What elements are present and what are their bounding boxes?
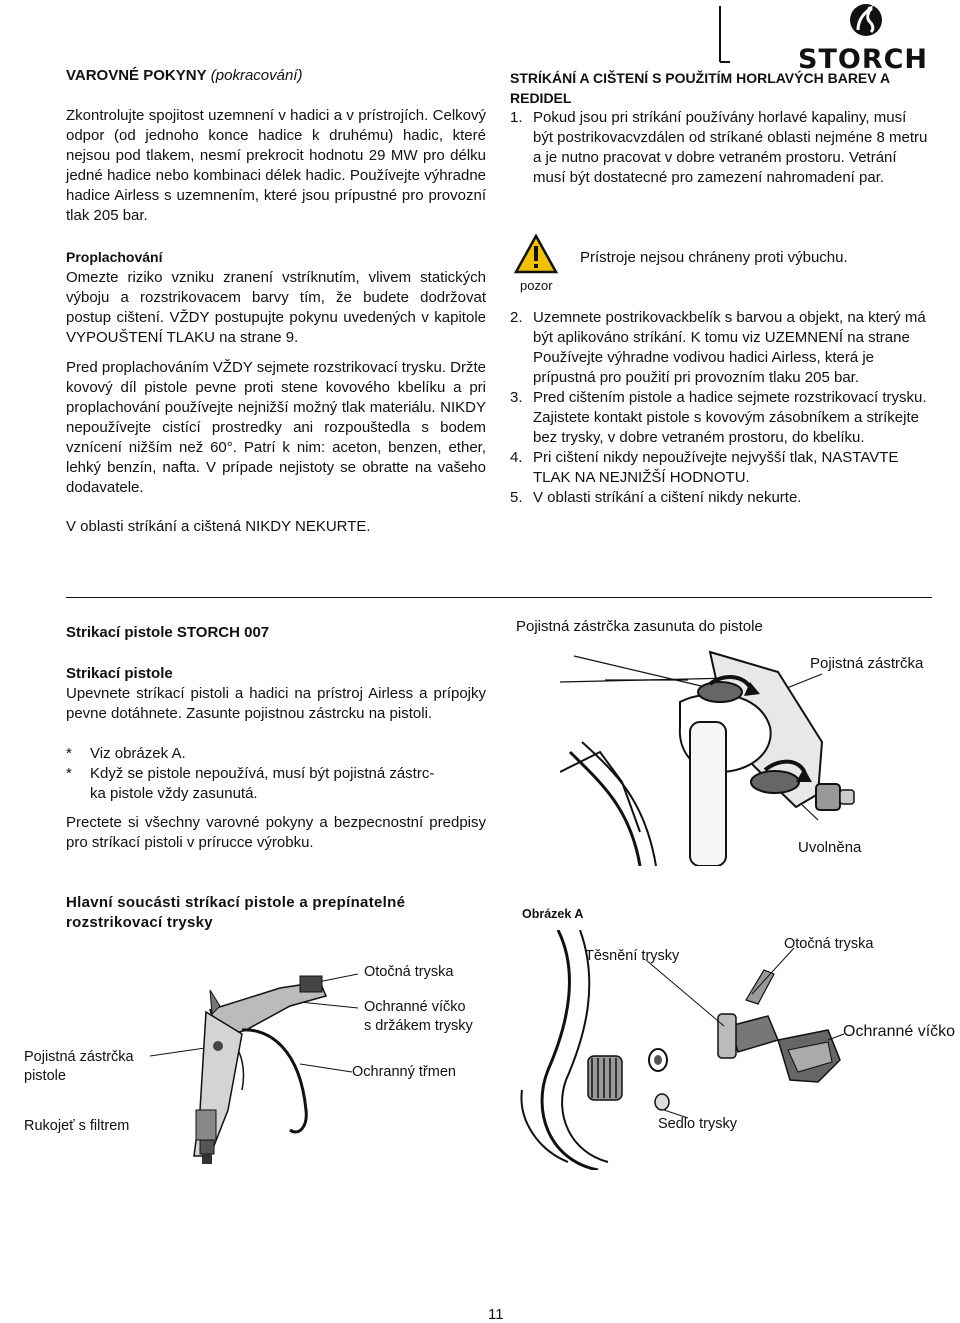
gun-section-title: Strikací pistole STORCH 007 xyxy=(66,624,270,641)
page-number: 11 xyxy=(488,1306,504,1323)
label-protective-cap-a: Ochranné víčko xyxy=(843,1023,956,1040)
gun-section-subtitle: Strikací pistole xyxy=(66,665,173,682)
flammable-steps-1 xyxy=(510,108,930,188)
warnings-heading-sub: (pokracování) xyxy=(210,67,303,84)
lock-figure-illustration xyxy=(560,632,860,866)
figure-a-illustration xyxy=(488,930,848,1170)
flushing-heading: Proplachování xyxy=(66,249,163,265)
label-released: Uvolněna xyxy=(798,839,862,856)
label-trigger-guard: Ochranný třmen xyxy=(352,1064,456,1080)
warnings-heading-main: VAROVNÉ POKYNY xyxy=(66,67,207,84)
parts-section-title: Hlavní soucásti stríkací pistole a prepínatelné rozstrikovací trysky xyxy=(66,894,406,931)
gun-bullet-1: * Viz obrázek A. xyxy=(66,745,186,762)
warning-label: pozor xyxy=(520,278,553,293)
label-lock-inserted: Pojistná zástrčka zasunuta do pistole xyxy=(516,618,763,635)
warnings-heading xyxy=(66,66,302,86)
spray-gun-illustration xyxy=(150,960,366,1176)
label-nozzle-seal: Těsnění trysky xyxy=(585,948,680,964)
section-divider xyxy=(66,597,932,598)
flushing-paragraph-3: V oblasti stríkání a cištená NIKDY NEKURTE. xyxy=(66,518,371,535)
step-5: 5. V oblasti stríkání a cištení nikdy nekurte. xyxy=(510,489,802,506)
flammable-steps-2 xyxy=(510,308,930,508)
label-nozzle-seat: Sedlo trysky xyxy=(658,1116,737,1132)
label-lock: Pojistná zástrčka xyxy=(810,655,924,672)
grounding-paragraph: Zkontrolujte spojitost uzemnení v hadici a v prístrojích. Celkový odpor (od jednoho konce hadice k druhému) hadic, které nejsou pod tlakem, nesmí prekrocit hodnotu 29 MW pro délku jedné hadice nebo kombinaci délek hadic. Používejte výhradne hadice Airless s uzemnením, které jsou prípustné pro provozní tlak 205 bar. xyxy=(66,107,486,224)
storch-logo xyxy=(718,0,960,75)
warning-text: Prístroje nejsou chráneny proti výbuchu. xyxy=(580,249,848,266)
label-protective-cap: Ochranné víčko s držákem trysky xyxy=(364,999,473,1034)
label-handle-filter: Rukojeť s filtrem xyxy=(24,1118,130,1134)
step-3: 3. Pred cištením pistole a hadice sejmete rozstrikovací trysku. Zajistete kontakt pistole s kovovým zásobníkem a stríkejte bez trysky, v dobre vetraném prostoru, do kbelíku. xyxy=(510,389,927,446)
flammable-heading: STRÍKÁNÍ A CIŠTENÍ S POUŽITÍM HORLAVÝCH BAREV A REDIDEL xyxy=(510,70,890,106)
label-rotating-nozzle-a: Otočná tryska xyxy=(784,936,874,952)
gun-section-paragraph-1: Upevnete stríkací pistoli a hadici na prístroj Airless a prípojky pevne dotáhnete. Zasunte pojistnou zástrcku na pistoli. xyxy=(66,685,486,722)
figure-a-title: Obrázek A xyxy=(522,907,584,921)
step-2: 2. Uzemnete postrikovackbelík s barvou a objekt, na který má být aplikováno stríkání. K tomu viz UZEMNENÍ na strane Používejte výhradne vodivou hadici Airless, která je prípustná pro použití pri provozním tlaku 205 bar. xyxy=(510,309,926,386)
label-gun-lock: Pojistná zástrčka pistole xyxy=(24,1049,134,1084)
storch-logo-wordmark: STORCH xyxy=(798,44,929,75)
flushing-paragraph-2: Pred proplachováním VŽDY sejmete rozstrikovací trysku. Držte kovový díl pistole pevne proti stene kovového kbelíku a pri proplachování používejte nejnižší možný tlak materiálu. NIKDY nepoužívejte cistící prostredky ani rozpouštedla s bodem vznícení nižším než 60°. Patrí k nim: aceton, benzen, ether, lehký benzín, nafta. V prípade nejistoty se obratte na vašeho dodavatele. xyxy=(66,359,486,496)
step-4: 4. Pri cištení nikdy nepoužívejte nejvyšší tlak, NASTAVTE TLAK NA NEJNIŽŠÍ HODNOTU. xyxy=(510,449,899,486)
gun-bullet-2-continued: ka pistole vždy zasunutá. xyxy=(90,785,258,802)
gun-bullet-2: * Když se pistole nepoužívá, musí být pojistná zástrc- xyxy=(66,765,435,782)
label-rotating-nozzle: Otočná tryska xyxy=(364,964,454,980)
flushing-paragraph-1: Omezte riziko vzniku zranení vstríknutím, vlivem statických výboju a rozstrikovacem barvy tím, že budete dodržovat postup cištení. VŽDY postupujte pokynu uvedených v kapitole VYPOUŠTENÍ TLAKU na strane 9. xyxy=(66,269,486,346)
warning-triangle-icon xyxy=(514,234,558,274)
gun-section-paragraph-2: Prectete si všechny varovné pokyny a bezpecnostní predpisy pro stríkací pistoli v prírucce výrobku. xyxy=(66,814,486,851)
step-1: 1. Pokud jsou pri stríkání používány horlavé kapaliny, musí být postrikovacvzdálen od stríkané oblasti nejméne 8 metru a je nutno pracovat v dobre vetraném prostoru. Vetrání musí být dostatecné pro zamezení nahromadení par. xyxy=(510,109,928,186)
